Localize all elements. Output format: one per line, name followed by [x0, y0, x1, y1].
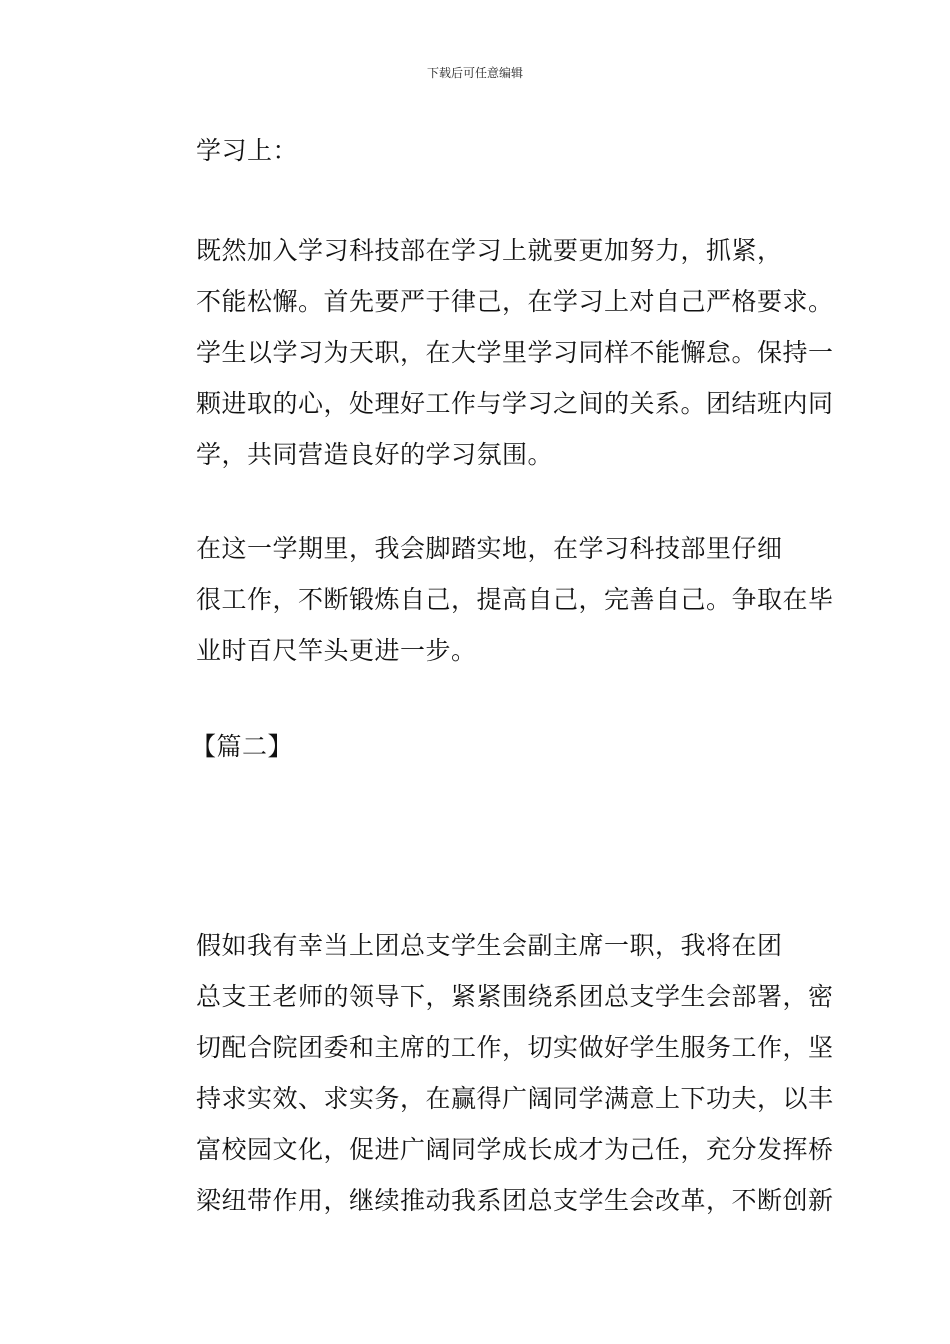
paragraph-semester-goal: [146, 523, 834, 676]
paragraph-line: 在这一学期里，我会脚踏实地，在学习科技部里仔细: [196, 534, 783, 563]
paragraph-vice-chair-plan: [146, 920, 834, 1226]
paragraph-line: 总支王老师的领导下，紧紧围绕系团总支学生会部署，密: [196, 982, 834, 1011]
paragraph-line: 梁纽带作用，继续推动我系团总支学生会改革，不断创新: [196, 1186, 834, 1215]
paragraph-line: 颗进取的心，处理好工作与学习之间的关系。团结班内同: [196, 389, 834, 418]
section-heading-study: 学习上：: [196, 136, 299, 165]
paragraph-line: 持求实效、求实务，在赢得广阔同学满意上下功夫，以丰: [196, 1084, 834, 1113]
paragraph-line: 既然加入学习科技部在学习上就要更加努力，抓紧，: [196, 236, 783, 265]
paragraph-study-commitment: [146, 225, 834, 480]
paragraph-line: 不能松懈。首先要严于律己，在学习上对自己严格要求。: [196, 287, 834, 316]
paragraph-line: 很工作，不断锻炼自己，提高自己，完善自己。争取在毕: [196, 585, 834, 614]
paragraph-line: 切配合院团委和主席的工作，切实做好学生服务工作，坚: [196, 1033, 834, 1062]
paragraph-line: 学生以学习为天职，在大学里学习同样不能懈怠。保持一: [196, 338, 834, 367]
paragraph-line: 假如我有幸当上团总支学生会副主席一职，我将在团: [196, 931, 783, 960]
paragraph-line: 业时百尺竿头更进一步。: [196, 636, 477, 665]
paragraph-line: 富校园文化，促进广阔同学成长成才为己任，充分发挥桥: [196, 1135, 834, 1164]
paragraph-line: 学，共同营造良好的学习氛围。: [196, 440, 554, 469]
section-title-part-two: 【篇二】: [191, 732, 294, 761]
page-header-note: 下载后可任意编辑: [426, 66, 523, 80]
